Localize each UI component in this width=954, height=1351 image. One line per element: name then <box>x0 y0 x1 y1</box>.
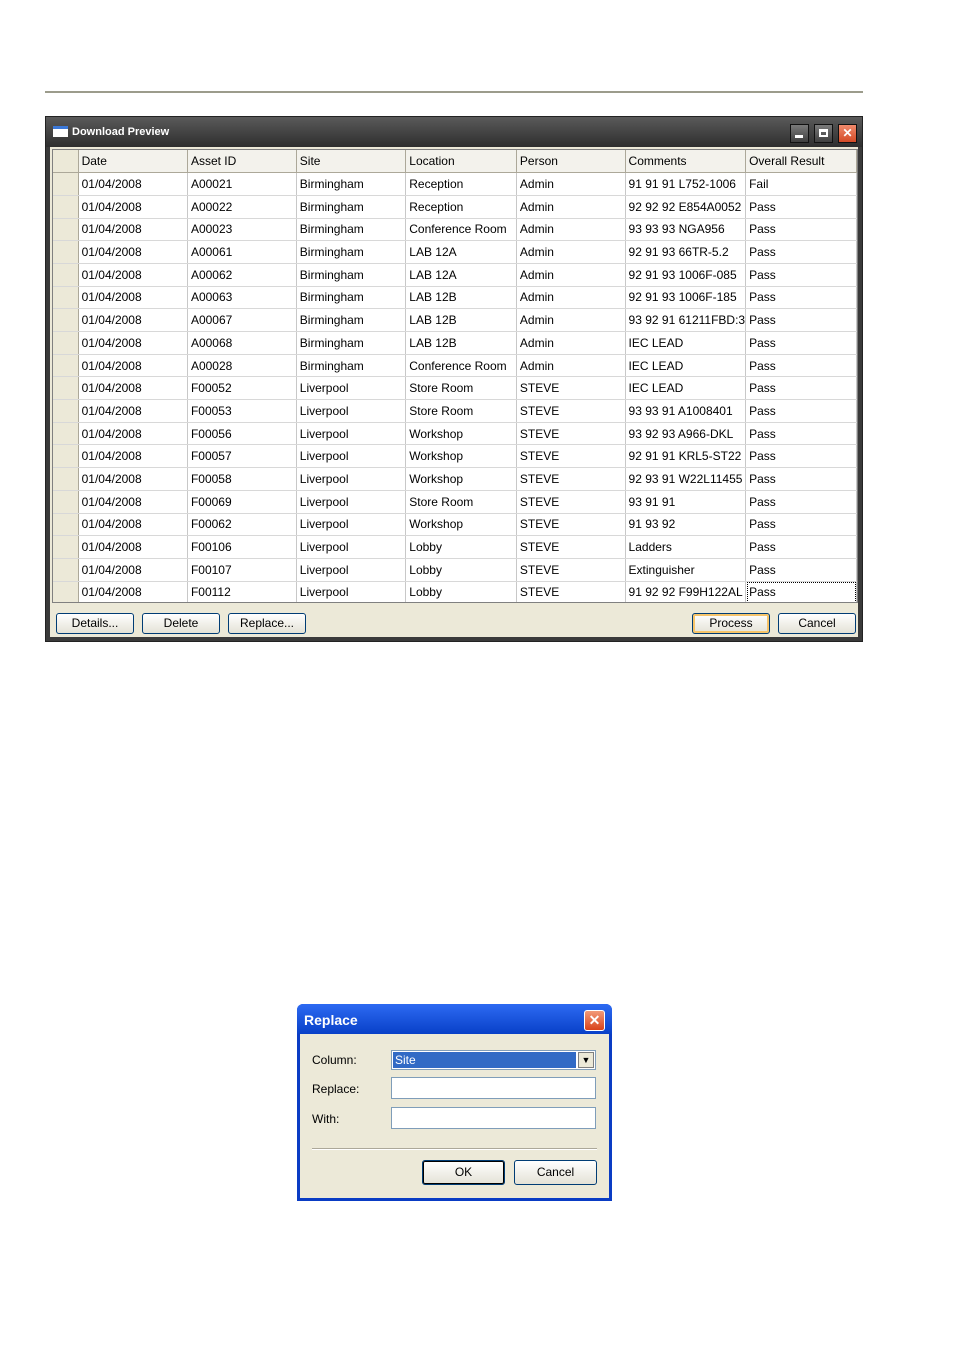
minimize-icon <box>795 135 803 138</box>
row-header[interactable] <box>53 195 78 218</box>
table-cell[interactable]: Ladders <box>625 536 746 559</box>
table-cell[interactable]: LAB 12A <box>406 263 517 286</box>
table-cell[interactable]: Liverpool <box>296 422 405 445</box>
table-cell[interactable]: Liverpool <box>296 558 405 581</box>
table-cell[interactable]: Liverpool <box>296 468 405 491</box>
table-row[interactable] <box>53 354 857 377</box>
table-cell[interactable]: Workshop <box>406 445 517 468</box>
table-cell[interactable]: Pass <box>746 195 857 218</box>
table-cell[interactable]: Pass <box>746 468 857 491</box>
table-cell[interactable]: Pass <box>746 536 857 559</box>
table-cell[interactable]: F00069 <box>187 490 296 513</box>
table-cell[interactable]: Extinguisher <box>625 558 746 581</box>
table-cell[interactable]: Admin <box>516 286 625 309</box>
table-cell[interactable]: Pass <box>746 241 857 264</box>
replace-button[interactable]: Replace... <box>228 613 306 634</box>
row-header[interactable] <box>53 490 78 513</box>
table-cell[interactable]: STEVE <box>516 422 625 445</box>
table-row[interactable] <box>53 218 857 241</box>
maximize-button[interactable] <box>814 124 833 143</box>
row-header[interactable] <box>53 309 78 332</box>
table-cell[interactable]: 93 92 93 A966-DKL <box>625 422 746 445</box>
table-row[interactable] <box>53 490 857 513</box>
data-grid[interactable] <box>52 149 858 603</box>
table-cell[interactable]: Admin <box>516 195 625 218</box>
table-cell[interactable]: IEC LEAD <box>625 354 746 377</box>
close-icon: ✕ <box>842 126 853 140</box>
row-header[interactable] <box>53 332 78 355</box>
table-cell[interactable]: Birmingham <box>296 286 405 309</box>
table-cell[interactable]: Lobby <box>406 581 517 603</box>
table-cell[interactable]: A00028 <box>187 354 296 377</box>
table-cell[interactable]: Reception <box>406 195 517 218</box>
table-cell[interactable]: 01/04/2008 <box>78 354 187 377</box>
table-cell[interactable]: Liverpool <box>296 400 405 423</box>
table-cell[interactable]: 92 91 91 KRL5-ST22 <box>625 445 746 468</box>
download-preview-window <box>45 116 863 642</box>
grid-table <box>53 150 857 603</box>
table-cell[interactable]: Pass <box>746 354 857 377</box>
table-cell[interactable]: STEVE <box>516 400 625 423</box>
dialog-title-bar[interactable] <box>297 1004 612 1034</box>
chevron-down-icon[interactable]: ▼ <box>578 1052 594 1068</box>
table-cell[interactable]: Pass <box>746 490 857 513</box>
window-body <box>50 147 858 637</box>
table-cell[interactable]: Workshop <box>406 513 517 536</box>
with-label: With: <box>312 1112 340 1126</box>
table-cell[interactable]: Birmingham <box>296 309 405 332</box>
table-cell[interactable]: F00062 <box>187 513 296 536</box>
table-cell[interactable]: 93 93 93 NGA956 <box>625 218 746 241</box>
table-row[interactable] <box>53 422 857 445</box>
column-header[interactable]: Asset ID <box>187 150 296 173</box>
table-cell[interactable]: Store Room <box>406 490 517 513</box>
table-cell[interactable]: STEVE <box>516 377 625 400</box>
table-cell[interactable]: 01/04/2008 <box>78 241 187 264</box>
row-header[interactable] <box>53 377 78 400</box>
table-cell[interactable]: A00062 <box>187 263 296 286</box>
table-cell[interactable]: 01/04/2008 <box>78 377 187 400</box>
table-cell[interactable]: 93 91 91 <box>625 490 746 513</box>
table-cell[interactable]: F00052 <box>187 377 296 400</box>
table-row[interactable] <box>53 309 857 332</box>
table-cell[interactable]: 01/04/2008 <box>78 173 187 196</box>
table-cell[interactable]: A00068 <box>187 332 296 355</box>
table-row[interactable] <box>53 400 857 423</box>
table-cell[interactable]: 01/04/2008 <box>78 536 187 559</box>
table-row[interactable] <box>53 513 857 536</box>
table-cell[interactable]: Pass <box>746 218 857 241</box>
row-header[interactable] <box>53 581 78 603</box>
table-cell[interactable]: STEVE <box>516 468 625 491</box>
table-cell[interactable]: Admin <box>516 332 625 355</box>
table-cell[interactable]: Liverpool <box>296 536 405 559</box>
table-cell[interactable]: 92 91 93 1006F-085 <box>625 263 746 286</box>
divider <box>312 1148 597 1150</box>
table-row[interactable] <box>53 195 857 218</box>
row-header[interactable] <box>53 263 78 286</box>
table-cell[interactable]: STEVE <box>516 445 625 468</box>
dialog-body <box>300 1034 609 1198</box>
table-cell[interactable]: Pass <box>746 445 857 468</box>
table-cell[interactable]: Lobby <box>406 536 517 559</box>
header-row <box>53 150 857 173</box>
table-cell[interactable]: Birmingham <box>296 354 405 377</box>
table-cell[interactable]: Pass <box>746 400 857 423</box>
table-cell[interactable]: 91 92 92 F99H122AL <box>625 581 746 603</box>
with-input[interactable] <box>391 1107 596 1129</box>
table-cell[interactable]: F00056 <box>187 422 296 445</box>
table-cell[interactable]: Pass <box>746 422 857 445</box>
table-cell[interactable]: Lobby <box>406 558 517 581</box>
table-cell[interactable]: A00022 <box>187 195 296 218</box>
window-title: Download Preview <box>72 126 170 138</box>
table-cell[interactable]: Conference Room <box>406 354 517 377</box>
close-icon: ✕ <box>588 1012 601 1028</box>
table-cell[interactable]: F00112 <box>187 581 296 603</box>
table-cell[interactable]: 01/04/2008 <box>78 263 187 286</box>
table-cell[interactable]: STEVE <box>516 513 625 536</box>
table-cell[interactable]: 01/04/2008 <box>78 400 187 423</box>
dialog-cancel-button[interactable]: Cancel <box>514 1160 597 1185</box>
table-cell[interactable]: Admin <box>516 241 625 264</box>
table-cell[interactable]: A00067 <box>187 309 296 332</box>
table-cell[interactable]: Admin <box>516 309 625 332</box>
replace-label: Replace: <box>312 1082 360 1096</box>
table-cell[interactable]: Store Room <box>406 377 517 400</box>
table-cell[interactable]: F00106 <box>187 536 296 559</box>
row-header[interactable] <box>53 241 78 264</box>
table-cell[interactable]: Admin <box>516 218 625 241</box>
table-row[interactable] <box>53 173 857 196</box>
table-cell[interactable]: Pass <box>746 513 857 536</box>
table-cell[interactable]: 01/04/2008 <box>78 513 187 536</box>
table-cell[interactable]: IEC LEAD <box>625 377 746 400</box>
table-cell[interactable]: Fail <box>746 173 857 196</box>
table-cell[interactable]: 93 93 91 A1008401 <box>625 400 746 423</box>
table-row[interactable] <box>53 581 857 603</box>
table-row[interactable] <box>53 332 857 355</box>
ok-button[interactable]: OK <box>422 1160 505 1185</box>
table-cell[interactable]: 01/04/2008 <box>78 422 187 445</box>
dialog-close-button[interactable] <box>584 1010 605 1031</box>
table-cell[interactable]: Store Room <box>406 400 517 423</box>
table-cell[interactable]: 92 91 93 1006F-185 <box>625 286 746 309</box>
table-row[interactable] <box>53 558 857 581</box>
table-cell[interactable]: Birmingham <box>296 195 405 218</box>
table-cell[interactable]: Pass <box>746 286 857 309</box>
column-header[interactable]: Person <box>516 150 625 173</box>
table-cell[interactable]: Pass <box>746 581 857 603</box>
table-cell[interactable]: Liverpool <box>296 377 405 400</box>
table-cell[interactable]: 01/04/2008 <box>78 445 187 468</box>
table-row[interactable] <box>53 468 857 491</box>
table-cell[interactable]: Reception <box>406 173 517 196</box>
row-header[interactable] <box>53 422 78 445</box>
close-button[interactable] <box>838 124 857 143</box>
row-header[interactable] <box>53 218 78 241</box>
row-header[interactable] <box>53 400 78 423</box>
delete-button[interactable]: Delete <box>142 613 220 634</box>
table-cell[interactable]: STEVE <box>516 490 625 513</box>
column-header[interactable]: Date <box>78 150 187 173</box>
table-row[interactable] <box>53 286 857 309</box>
table-cell[interactable]: Birmingham <box>296 332 405 355</box>
table-cell[interactable]: Pass <box>746 309 857 332</box>
cancel-button[interactable]: Cancel <box>778 613 856 634</box>
table-cell[interactable]: 92 93 91 W22L11455 <box>625 468 746 491</box>
table-cell[interactable]: A00063 <box>187 286 296 309</box>
table-cell[interactable]: Liverpool <box>296 445 405 468</box>
table-cell[interactable]: F00107 <box>187 558 296 581</box>
table-cell[interactable]: A00023 <box>187 218 296 241</box>
table-row[interactable] <box>53 445 857 468</box>
row-header-corner <box>53 150 78 173</box>
column-header[interactable]: Comments <box>625 150 746 173</box>
table-cell[interactable]: 91 91 91 L752-1006 <box>625 173 746 196</box>
table-cell[interactable]: 01/04/2008 <box>78 468 187 491</box>
table-cell[interactable]: F00058 <box>187 468 296 491</box>
table-cell[interactable]: STEVE <box>516 581 625 603</box>
table-row[interactable] <box>53 536 857 559</box>
table-cell[interactable]: Pass <box>746 377 857 400</box>
table-cell[interactable]: LAB 12B <box>406 309 517 332</box>
table-cell[interactable]: LAB 12B <box>406 286 517 309</box>
table-cell[interactable]: 01/04/2008 <box>78 581 187 603</box>
table-cell[interactable]: 92 92 92 E854A0052 <box>625 195 746 218</box>
table-cell[interactable]: Birmingham <box>296 173 405 196</box>
details-button[interactable]: Details... <box>56 613 134 634</box>
column-select[interactable] <box>391 1050 596 1070</box>
table-cell[interactable]: Liverpool <box>296 581 405 603</box>
dialog-title: Replace <box>304 1012 358 1028</box>
table-cell[interactable]: 92 91 93 66TR-5.2 <box>625 241 746 264</box>
table-cell[interactable]: Birmingham <box>296 241 405 264</box>
table-cell[interactable]: 01/04/2008 <box>78 490 187 513</box>
table-cell[interactable]: Admin <box>516 263 625 286</box>
row-header[interactable] <box>53 286 78 309</box>
minimize-button[interactable] <box>790 124 809 143</box>
column-header[interactable]: Overall Result <box>746 150 857 173</box>
table-cell[interactable]: Liverpool <box>296 513 405 536</box>
table-cell[interactable]: STEVE <box>516 536 625 559</box>
column-select-value: Site <box>393 1052 576 1068</box>
column-label: Column: <box>312 1053 357 1067</box>
row-header[interactable] <box>53 558 78 581</box>
row-header[interactable] <box>53 173 78 196</box>
table-cell[interactable]: Admin <box>516 354 625 377</box>
table-cell[interactable]: Pass <box>746 332 857 355</box>
maximize-icon <box>819 129 828 137</box>
column-header[interactable]: Location <box>406 150 517 173</box>
column-header[interactable]: Site <box>296 150 405 173</box>
table-cell[interactable]: F00057 <box>187 445 296 468</box>
table-cell[interactable]: A00021 <box>187 173 296 196</box>
window-icon <box>53 126 68 137</box>
table-cell[interactable]: 01/04/2008 <box>78 286 187 309</box>
table-cell[interactable]: Admin <box>516 173 625 196</box>
row-header[interactable] <box>53 536 78 559</box>
table-cell[interactable]: IEC LEAD <box>625 332 746 355</box>
table-row[interactable] <box>53 377 857 400</box>
row-header[interactable] <box>53 354 78 377</box>
table-cell[interactable]: 01/04/2008 <box>78 218 187 241</box>
table-cell[interactable]: LAB 12B <box>406 332 517 355</box>
replace-input[interactable] <box>391 1077 596 1099</box>
table-cell[interactable]: 01/04/2008 <box>78 332 187 355</box>
replace-dialog <box>297 1004 612 1201</box>
process-button[interactable]: Process <box>692 613 770 634</box>
table-cell[interactable]: 93 92 91 61211FBD:3 <box>625 309 746 332</box>
table-cell[interactable]: Birmingham <box>296 263 405 286</box>
row-header[interactable] <box>53 445 78 468</box>
table-cell[interactable]: F00053 <box>187 400 296 423</box>
table-cell[interactable]: Birmingham <box>296 218 405 241</box>
title-bar[interactable] <box>46 117 862 147</box>
table-cell[interactable]: Liverpool <box>296 490 405 513</box>
table-cell[interactable]: LAB 12A <box>406 241 517 264</box>
table-cell[interactable]: Workshop <box>406 468 517 491</box>
row-header[interactable] <box>53 468 78 491</box>
table-cell[interactable]: 01/04/2008 <box>78 309 187 332</box>
table-cell[interactable]: Workshop <box>406 422 517 445</box>
table-cell[interactable]: 91 93 92 <box>625 513 746 536</box>
table-cell[interactable]: A00061 <box>187 241 296 264</box>
table-cell[interactable]: STEVE <box>516 558 625 581</box>
table-cell[interactable]: Conference Room <box>406 218 517 241</box>
page-divider <box>45 91 863 93</box>
row-header[interactable] <box>53 513 78 536</box>
table-cell[interactable]: Pass <box>746 558 857 581</box>
table-row[interactable] <box>53 241 857 264</box>
table-row[interactable] <box>53 263 857 286</box>
table-cell[interactable]: Pass <box>746 263 857 286</box>
table-cell[interactable]: 01/04/2008 <box>78 195 187 218</box>
table-cell[interactable]: 01/04/2008 <box>78 558 187 581</box>
